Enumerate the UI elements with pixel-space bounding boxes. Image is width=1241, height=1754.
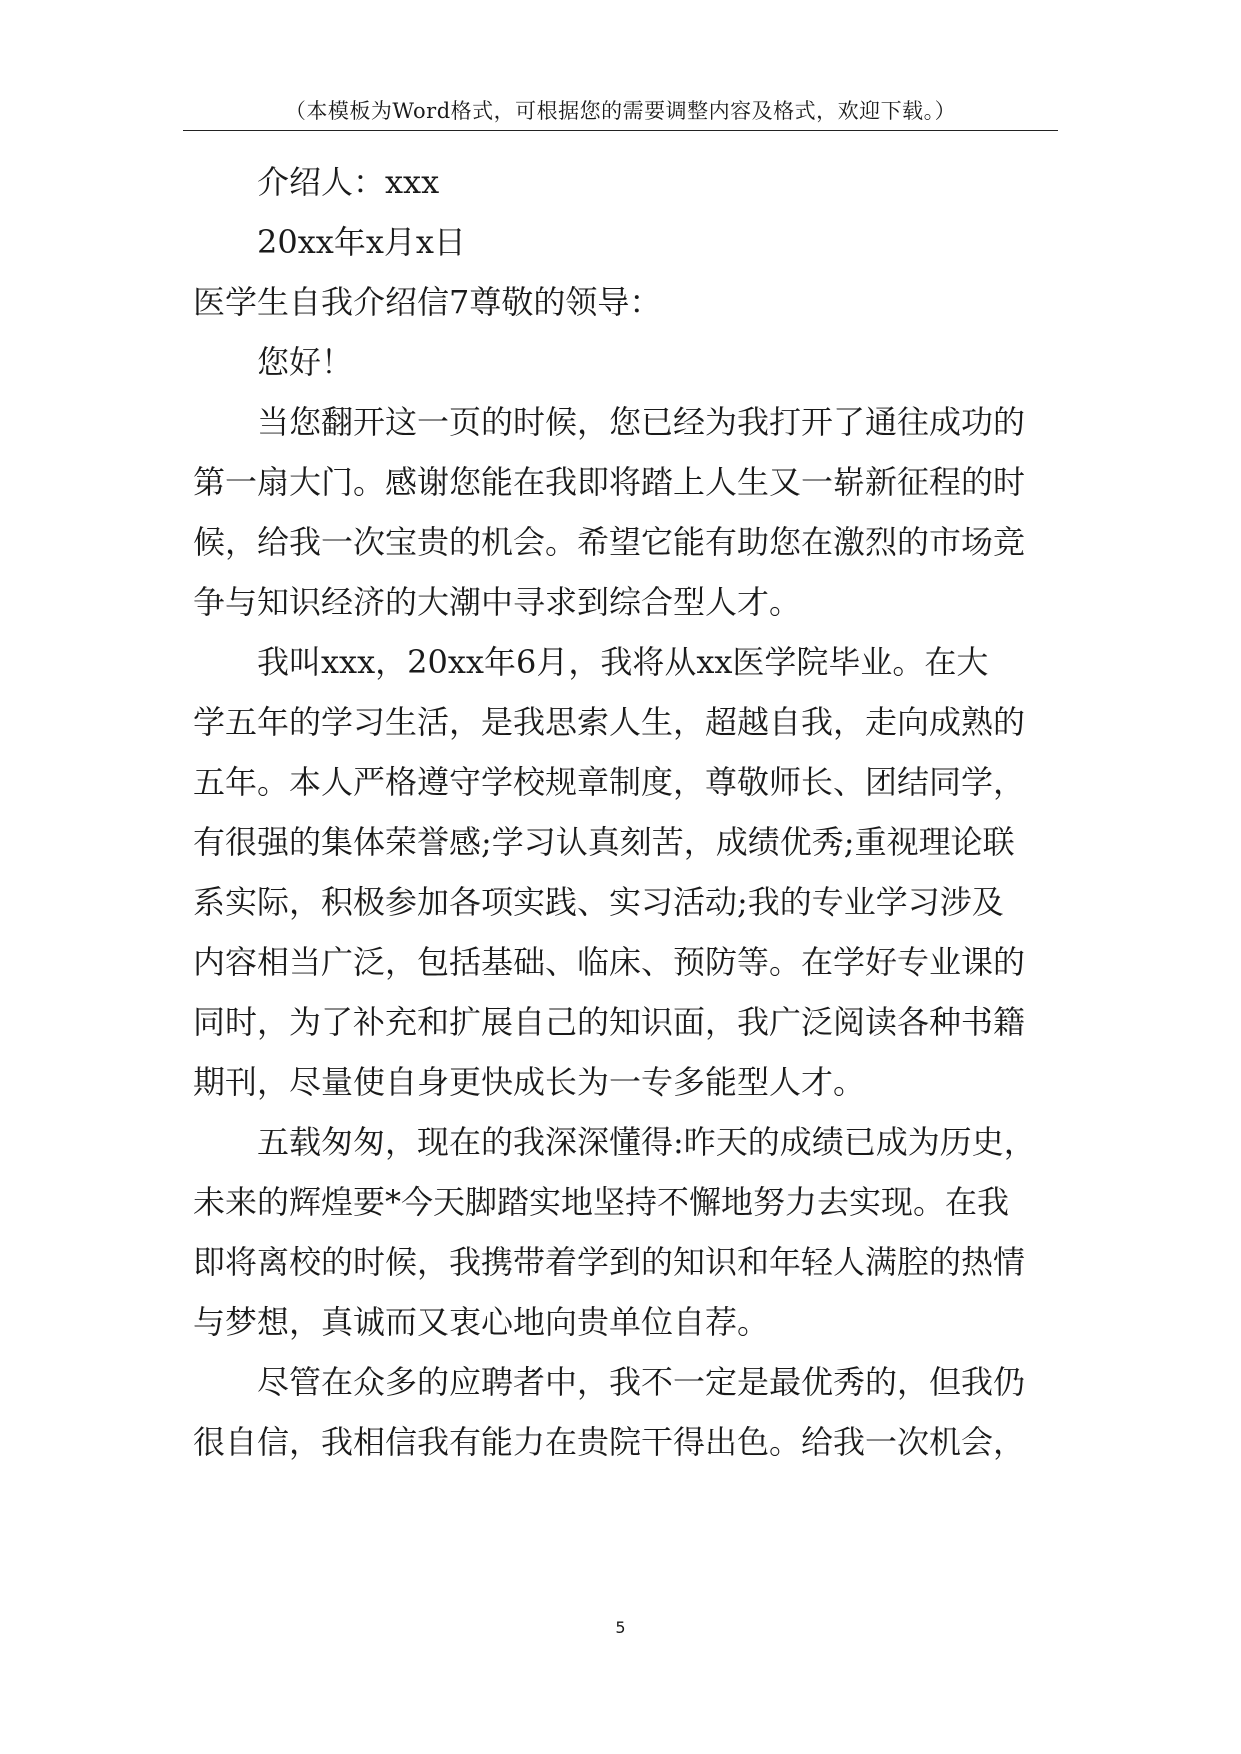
body-line: 医学生自我介绍信7尊敬的领导：: [193, 283, 662, 321]
body-line: 尽管在众多的应聘者中，我不一定是最优秀的，但我仍: [257, 1363, 1026, 1401]
header-note: （本模板为Word格式，可根据您的需要调整内容及格式，欢迎下载。）: [284, 99, 957, 123]
body-line: 期刊，尽量使自身更快成长为一专多能型人才。: [193, 1063, 866, 1101]
header-divider: [183, 130, 1058, 131]
page-number: 5: [615, 1618, 626, 1637]
body-line: 当您翻开这一页的时候，您已经为我打开了通往成功的: [257, 403, 1026, 441]
body-line: 我叫xxx，20xx年6月，我将从xx医学院毕业。在大: [257, 643, 989, 681]
body-line: 同时，为了补充和扩展自己的知识面，我广泛阅读各种书籍: [193, 1003, 1026, 1041]
body-line: 即将离校的时候，我携带着学到的知识和年轻人满腔的热情: [193, 1243, 1026, 1281]
body-line: 内容相当广泛，包括基础、临床、预防等。在学好专业课的: [193, 943, 1026, 981]
body-line: 20xx年x月x日: [257, 223, 466, 261]
body-line: 您好！: [257, 343, 354, 381]
body-line: 候，给我一次宝贵的机会。希望它能有助您在激烈的市场竞: [193, 523, 1026, 561]
body-line: 争与知识经济的大潮中寻求到综合型人才。: [193, 583, 802, 621]
body-line: 学五年的学习生活，是我思索人生，超越自我，走向成熟的: [193, 703, 1026, 741]
body-line: 与梦想，真诚而又衷心地向贵单位自荐。: [193, 1303, 770, 1341]
body-line: 很自信，我相信我有能力在贵院干得出色。给我一次机会，: [193, 1423, 1026, 1461]
letter-body: [193, 152, 1053, 1472]
body-line: 系实际，积极参加各项实践、实习活动;我的专业学习涉及: [193, 883, 1004, 921]
body-line: 有很强的集体荣誉感;学习认真刻苦，成绩优秀;重视理论联: [193, 823, 1015, 861]
body-line: 五载匆匆，现在的我深深懂得:昨天的成绩已成为历史，: [257, 1123, 1036, 1161]
body-line: 未来的辉煌要*今天脚踏实地坚持不懈地努力去实现。在我: [193, 1183, 1010, 1221]
body-line: 第一扇大门。感谢您能在我即将踏上人生又一崭新征程的时: [193, 463, 1026, 501]
body-line: 五年。本人严格遵守学校规章制度，尊敬师长、团结同学，: [193, 763, 1026, 801]
body-line: 介绍人：xxx: [257, 163, 440, 201]
